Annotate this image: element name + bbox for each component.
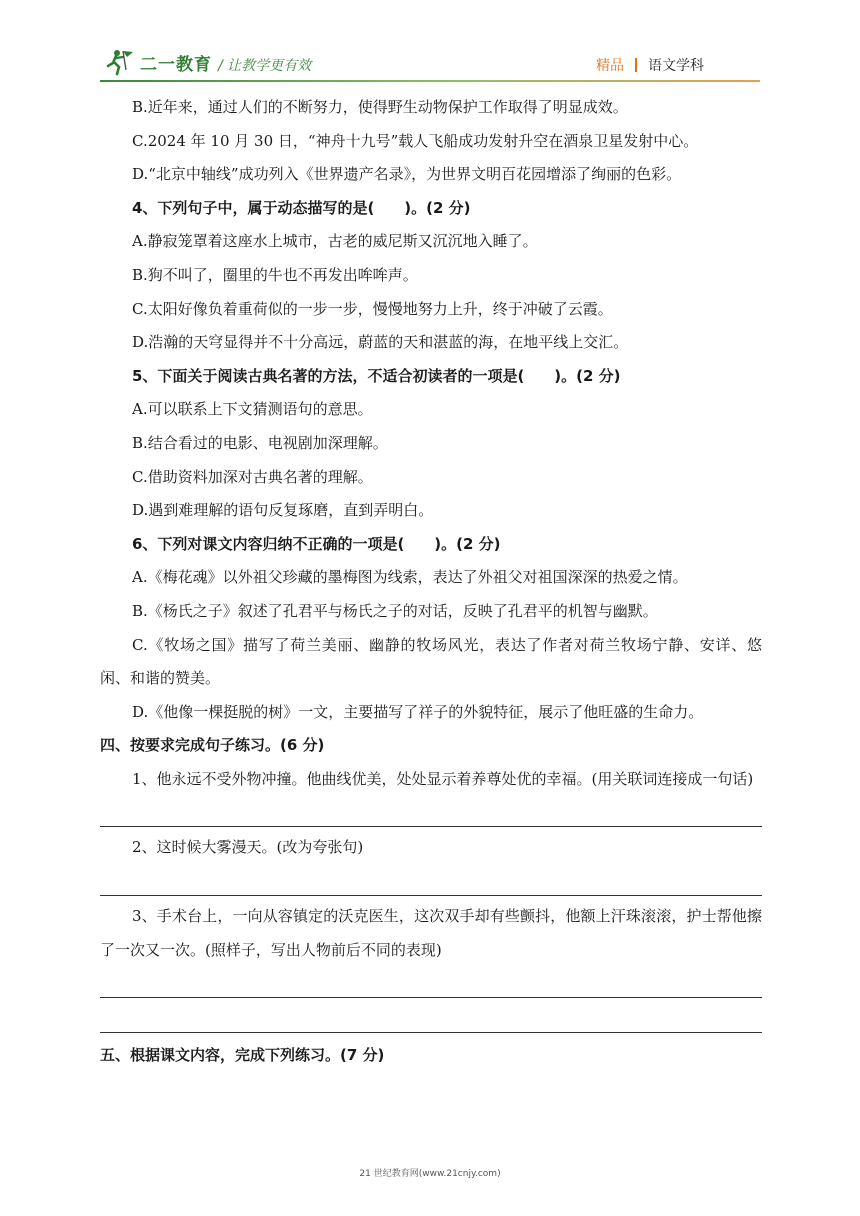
answer-line[interactable] xyxy=(100,796,762,827)
question-6: 6、下列对课文内容归纳不正确的一项是( )。(2 分) xyxy=(132,534,501,553)
subject-label: 语文学科 xyxy=(648,58,704,74)
s4-question-1: 1、他永远不受外物冲撞。他曲线优美，处处显示着养尊处优的幸福。(用关联词连接成一句话) xyxy=(132,769,754,788)
question-5: 5、下面关于阅读古典名著的方法，不适合初读者的一项是( )。(2 分) xyxy=(132,366,621,385)
s4-question-2: 2、这时候大雾漫天。(改为夸张句) xyxy=(132,838,364,857)
q6-option-b: B.《杨氏之子》叙述了孔君平与杨氏之子的对话，反映了孔君平的机智与幽默。 xyxy=(132,601,658,620)
q4-option-b: B.狗不叫了，圈里的牛也不再发出哞哞声。 xyxy=(132,265,418,284)
header-rule xyxy=(100,80,760,82)
header-right xyxy=(596,55,704,75)
q5-option-a: A.可以联系上下文猜测语句的意思。 xyxy=(132,400,373,419)
answer-line[interactable] xyxy=(100,1002,762,1033)
document-body xyxy=(100,91,762,1073)
logo xyxy=(106,48,212,76)
question-4: 4、下列句子中，属于动态描写的是( )。(2 分) xyxy=(132,198,471,217)
header-divider xyxy=(635,58,637,72)
jingpin-label: 精品 xyxy=(596,58,624,74)
section-4-heading: 四、按要求完成句子练习。(6 分) xyxy=(100,736,325,755)
page-footer: 21 世纪教育网(www.21cnjy.com) xyxy=(359,1169,501,1179)
q4-option-c: C.太阳好像负着重荷似的一步一步，慢慢地努力上升，终于冲破了云霞。 xyxy=(132,299,613,318)
q3-option-c: C.2024 年 10 月 30 日，“神舟十九号”载人飞船成功发射升空在酒泉卫星发射中心。 xyxy=(132,131,699,150)
runner-with-flag-icon xyxy=(106,48,136,76)
q4-option-d: D.浩瀚的天穹显得并不十分高远，蔚蓝的天和湛蓝的海，在地平线上交汇。 xyxy=(132,333,629,352)
section-5-heading: 五、根据课文内容，完成下列练习。(7 分) xyxy=(100,1046,385,1065)
q3-option-d: D.“北京中轴线”成功列入《世界遗产名录》，为世界文明百花园增添了绚丽的色彩。 xyxy=(132,165,682,184)
q6-option-c: C.《牧场之国》描写了荷兰美丽、幽静的牧场风光，表达了作者对荷兰牧场宁静、安详、悠闲、和谐的赞美。 xyxy=(100,635,762,688)
page-header xyxy=(0,0,860,96)
slogan: / 让教学更有效 xyxy=(218,58,312,74)
q4-option-a: A.静寂笼罩着这座水上城市，古老的威尼斯又沉沉地入睡了。 xyxy=(132,232,538,251)
q6-option-d: D.《他像一棵挺脱的树》一文，主要描写了祥子的外貌特征，展示了他旺盛的生命力。 xyxy=(132,702,704,721)
q5-option-d: D.遇到难理解的语句反复琢磨，直到弄明白。 xyxy=(132,501,434,520)
q5-option-c: C.借助资料加深对古典名著的理解。 xyxy=(132,467,373,486)
logo-text: 二一教育 xyxy=(140,54,212,75)
answer-line[interactable] xyxy=(100,967,762,998)
q5-option-b: B.结合看过的电影、电视剧加深理解。 xyxy=(132,433,388,452)
q3-option-b: B.近年来，通过人们的不断努力，使得野生动物保护工作取得了明显成效。 xyxy=(132,98,628,116)
q6-option-a: A.《梅花魂》以外祖父珍藏的墨梅图为线索，表达了外祖父对祖国深深的热爱之情。 xyxy=(132,568,688,587)
s4-question-3: 3、手术台上，一向从容镇定的沃克医生，这次双手却有些颤抖，他额上汗珠滚滚，护士帮他擦了一次又一次。(照样子，写出人物前后不同的表现) xyxy=(100,907,762,959)
answer-line[interactable] xyxy=(100,865,762,896)
